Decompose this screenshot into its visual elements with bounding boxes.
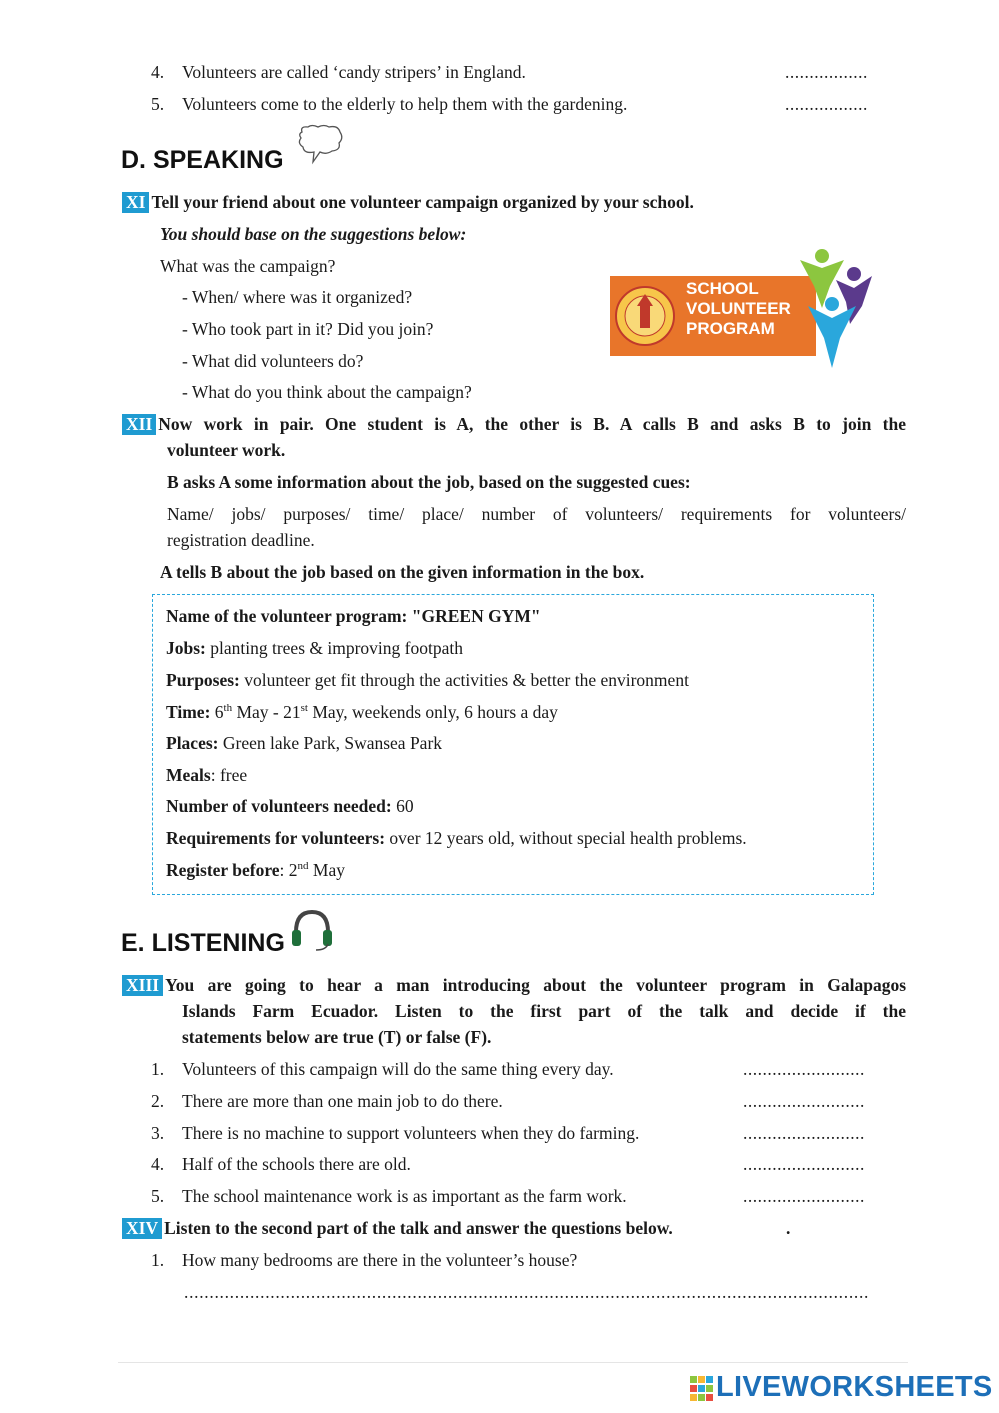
item-number: 1. <box>151 1059 165 1079</box>
b-asks-text: B asks A some information about the job, based on the suggested cues: <box>167 472 691 492</box>
suggestion-question: What was the campaign? <box>160 256 336 276</box>
hint-text: You should base on the suggestions below: <box>160 224 467 244</box>
exercise-xiii-instruction: XIII You are going to hear a man introducing about the volunteer program in Galapagos <box>122 975 906 996</box>
statement-text: There are more than one main job to do there. <box>182 1091 503 1111</box>
exercise-xii-instruction-cont: volunteer work. <box>167 440 286 460</box>
answer-blank[interactable]: ................. <box>785 94 868 114</box>
statement-text: Half of the schools there are old. <box>182 1154 411 1174</box>
answer-blank[interactable]: ......................... <box>743 1091 865 1111</box>
suggestion-item: - What do you think about the campaign? <box>182 382 472 402</box>
item-number: 4. <box>151 1154 165 1174</box>
item-number: 5. <box>151 94 165 114</box>
register-line: Register before: 2nd May <box>166 860 345 880</box>
suggestion-item: - Who took part in it? Did you join? <box>182 319 434 339</box>
purposes-line: Purposes: volunteer get fit through the activities & better the environment <box>166 670 689 690</box>
volunteer-figures-icon <box>792 246 874 372</box>
item-number: 2. <box>151 1091 165 1111</box>
jobs-line: Jobs: planting trees & improving footpath <box>166 638 463 658</box>
time-line: Time: 6th May - 21st May, weekends only, 6 hours a day <box>166 702 558 722</box>
exercise-badge: XI <box>122 192 149 213</box>
answer-blank[interactable]: ......................... <box>743 1123 865 1143</box>
listening-title: E. LISTENING <box>121 929 285 957</box>
item-number: 3. <box>151 1123 165 1143</box>
statement-text: Volunteers of this campaign will do the same thing every day. <box>182 1059 614 1079</box>
statement-text: Volunteers come to the elderly to help them with the gardening. <box>182 94 628 114</box>
statement-text: There is no machine to support volunteers when they do farming. <box>182 1123 640 1143</box>
item-number: 1. <box>151 1250 165 1270</box>
item-number: 4. <box>151 62 165 82</box>
school-seal-icon <box>612 276 682 356</box>
item-number: 5. <box>151 1186 165 1206</box>
program-logo-text: SCHOOL VOLUNTEER PROGRAM <box>686 279 791 338</box>
headphones-icon <box>290 906 334 952</box>
exercise-xiv-instruction: XIV Listen to the second part of the talk and answer the questions below. <box>122 1218 673 1239</box>
answer-blank[interactable]: ................. <box>785 62 868 82</box>
places-line: Places: Green lake Park, Swansea Park <box>166 733 443 753</box>
exercise-xiii-instruction-cont: Islands Farm Ecuador. Listen to the first part of the talk and decide if the <box>182 1001 906 1021</box>
trailing-period: . <box>786 1218 791 1238</box>
requirements-line: Requirements for volunteers: over 12 years old, without special health problems. <box>166 828 747 848</box>
footer-divider <box>118 1362 908 1363</box>
exercise-badge: XIV <box>122 1218 162 1239</box>
exercise-xi-instruction: XI Tell your friend about one volunteer campaign organized by your school. <box>122 192 694 213</box>
liveworksheets-brand[interactable]: LIVEWORKSHEETS <box>716 1371 993 1403</box>
statement-text: The school maintenance work is as important as the farm work. <box>182 1186 627 1206</box>
suggestion-item: - When/ where was it organized? <box>182 287 413 307</box>
exercise-xiii-instruction-end: statements below are true (T) or false (F). <box>182 1027 492 1047</box>
exercise-xii-instruction: XII Now work in pair. One student is A, the other is B. A calls B and asks B to join the <box>122 414 906 435</box>
program-name: Name of the volunteer program: "GREEN GYM" <box>166 606 541 626</box>
speaking-title: D. SPEAKING <box>121 146 284 174</box>
answer-line[interactable]: ....................................................................................................................................... <box>184 1282 870 1302</box>
answer-blank[interactable]: ......................... <box>743 1154 865 1174</box>
volunteers-needed-line: Number of volunteers needed: 60 <box>166 796 414 816</box>
school-volunteer-program-image <box>606 246 874 372</box>
answer-blank[interactable]: ......................... <box>743 1059 865 1079</box>
question-text: How many bedrooms are there in the volunteer’s house? <box>182 1250 578 1270</box>
a-tells-text: A tells B about the job based on the given information in the box. <box>160 562 645 582</box>
answer-blank[interactable]: ......................... <box>743 1186 865 1206</box>
statement-text: Volunteers are called ‘candy stripers’ in England. <box>182 62 526 82</box>
cues-text: Name/ jobs/ purposes/ time/ place/ number of volunteers/ requirements for volunteers/ <box>167 504 906 524</box>
exercise-badge: XIII <box>122 975 163 996</box>
liveworksheets-logo-icon <box>690 1376 714 1402</box>
cues-text-cont: registration deadline. <box>167 530 315 550</box>
exercise-badge: XII <box>122 414 156 435</box>
suggestion-item: - What did volunteers do? <box>182 351 364 371</box>
speech-bubble-icon <box>296 124 346 166</box>
meals-line: Meals: free <box>166 765 248 785</box>
